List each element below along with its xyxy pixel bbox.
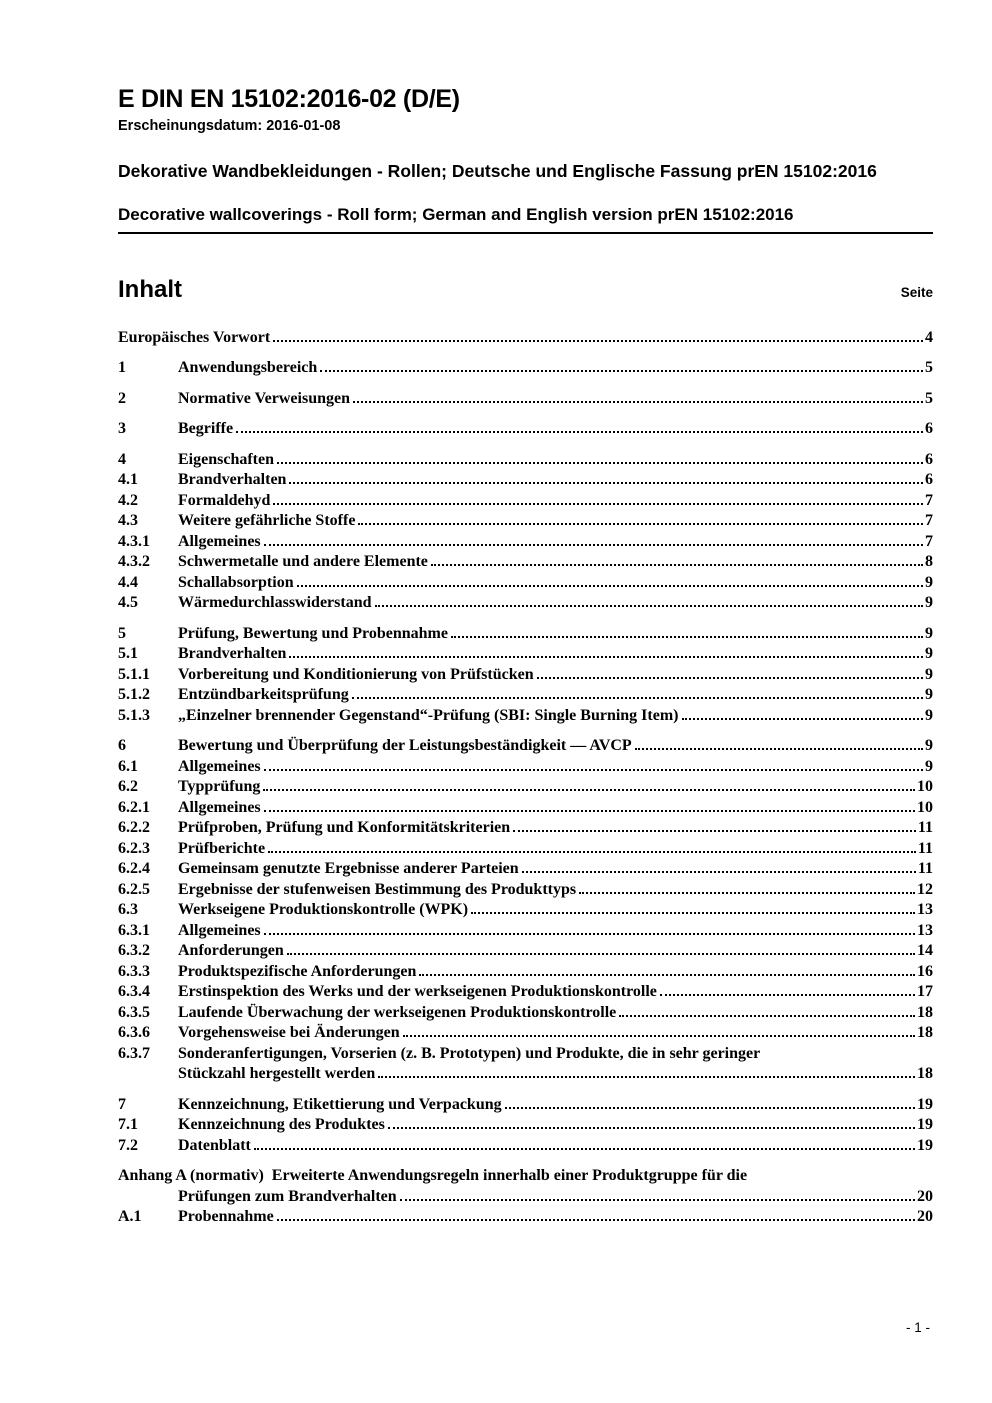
toc-entry-number: 4.5 — [118, 594, 138, 611]
toc-entry-number: 6.3.1 — [118, 921, 150, 939]
toc-entry-title: Datenblatt — [178, 1136, 251, 1154]
toc-entry-number: 6.1 — [118, 757, 138, 775]
toc-leader — [320, 368, 923, 372]
toc-leader — [400, 1197, 915, 1201]
toc-entry-title: Laufende Überwachung der werkseigenen Produktionskontrolle — [178, 1003, 617, 1021]
toc-entry-number: 4.1 — [118, 471, 138, 488]
toc-entry-number: 6.2.2 — [118, 819, 150, 836]
toc-row — [118, 511, 933, 532]
toc-entry-number: 6.3.5 — [118, 1003, 150, 1021]
toc-leader — [273, 338, 923, 342]
toc-entry-number: 5.1.2 — [118, 686, 150, 703]
toc-entry-number: 6.2.3 — [118, 839, 150, 857]
toc-page-number: 9 — [925, 737, 933, 754]
toc-leader — [451, 634, 923, 638]
toc-page-number: 6 — [925, 450, 933, 468]
english-title: Decorative wallcoverings - Roll form; German and English version prEN 15102:2016 — [118, 204, 794, 224]
toc-group — [118, 624, 933, 727]
toc-page-number: 13 — [917, 921, 933, 939]
toc-leader — [353, 399, 923, 403]
toc-group — [118, 328, 933, 349]
toc-entry-title: Prüfberichte — [178, 839, 266, 857]
toc-leader — [403, 1033, 915, 1037]
toc-entry-number: 5.1.1 — [118, 665, 150, 683]
toc-entry-title: Europäisches Vorwort — [118, 328, 271, 346]
toc-entry-number: Anhang A (normativ) — [118, 1167, 264, 1184]
toc-row — [118, 644, 933, 665]
toc-entry-title: „Einzelner brennender Gegenstand“-Prüfung (SBI: Single Burning Item) — [178, 706, 679, 724]
toc-leader — [635, 746, 923, 750]
release-date: Erscheinungsdatum: 2016-01-08 — [118, 117, 341, 134]
toc-leader — [268, 849, 916, 853]
toc-leader — [682, 716, 924, 720]
toc-leader — [358, 521, 923, 525]
toc-entry-number: 1 — [118, 359, 126, 376]
toc-entry-number: 6 — [118, 737, 126, 754]
toc-entry-number: 4.4 — [118, 573, 138, 591]
toc-entry-title: Schwermetalle und andere Elemente — [178, 553, 428, 570]
toc-row — [118, 1064, 933, 1085]
toc-entry-title: Stückzahl hergestellt werden — [178, 1065, 376, 1082]
toc-entry-number: 6.2.4 — [118, 860, 150, 877]
toc-page-number: 10 — [917, 798, 933, 816]
toc-entry-number: 4.3.2 — [118, 553, 150, 570]
document-number: E DIN EN 15102:2016-02 (D/E) — [118, 85, 460, 113]
toc-page-number: 19 — [917, 1136, 933, 1154]
toc-entry-number: 5.1 — [118, 645, 138, 662]
toc-row — [118, 1115, 933, 1136]
toc-entry-title: Wärmedurchlasswiderstand — [178, 594, 372, 611]
toc-page-number: 9 — [925, 665, 933, 683]
toc-entry-title: Anwendungsbereich — [178, 359, 318, 376]
toc-entry-title: Prüfungen zum Brandverhalten — [178, 1187, 397, 1205]
toc-leader — [431, 562, 923, 566]
toc-page-number: 12 — [917, 880, 933, 898]
toc-page-number: 11 — [917, 819, 933, 836]
toc-entry-number: 7.2 — [118, 1136, 138, 1154]
page-column-label: Seite — [900, 284, 933, 300]
toc-entry-title: Erstinspektion des Werks und der werkseigenen Produktionskontrolle — [178, 983, 657, 1000]
toc-row — [118, 1023, 933, 1044]
toc-leader — [254, 1146, 915, 1150]
toc-page-number: 10 — [917, 778, 933, 795]
toc-leader — [513, 828, 916, 832]
toc-page-number: 9 — [925, 706, 933, 724]
toc-entry-number: 6.2.5 — [118, 880, 150, 898]
toc-entry-number: 6.3.4 — [118, 983, 150, 1000]
toc-entry-title: Normative Verweisungen — [178, 389, 350, 407]
toc-leader — [277, 460, 923, 464]
toc-entry-number: 6.3 — [118, 901, 138, 918]
toc-leader — [419, 972, 915, 976]
toc-row — [118, 1136, 933, 1157]
toc-entry-title: Vorbereitung und Konditionierung von Prüfstücken — [178, 665, 534, 683]
toc-group — [118, 736, 933, 1085]
toc-row — [118, 839, 933, 860]
toc — [118, 328, 933, 1228]
toc-entry-title: Sonderanfertigungen, Vorserien (z. B. Prototypen) und Produkte, die in sehr geringer — [178, 1044, 761, 1062]
toc-row — [118, 859, 933, 880]
toc-leader — [264, 542, 923, 546]
toc-leader — [277, 1217, 915, 1221]
toc-leader — [579, 890, 915, 894]
toc-row — [118, 1003, 933, 1024]
toc-entry-title: Brandverhalten — [178, 471, 287, 488]
toc-group — [118, 1166, 933, 1228]
toc-row — [118, 736, 933, 757]
toc-heading-row — [118, 276, 933, 304]
toc-leader — [537, 675, 923, 679]
toc-row — [118, 757, 933, 778]
toc-row — [118, 593, 933, 614]
toc-page-number: 9 — [925, 686, 933, 703]
toc-page-number: 9 — [925, 594, 933, 611]
toc-entry-number: 4.3.1 — [118, 532, 150, 550]
toc-row — [118, 665, 933, 686]
toc-page-number: 6 — [925, 471, 933, 488]
toc-page-number: 19 — [917, 1116, 933, 1133]
toc-row — [118, 798, 933, 819]
toc-entry-number: 6.3.6 — [118, 1024, 150, 1041]
toc-entry-title: Eigenschaften — [178, 450, 274, 468]
toc-entry-title: Kennzeichnung des Produktes — [178, 1116, 385, 1133]
toc-row — [118, 419, 933, 440]
toc-entry-title: Allgemeines — [178, 798, 261, 816]
toc-page-number: 6 — [925, 420, 933, 437]
toc-entry-title: Erweiterte Anwendungsregeln innerhalb einer Produktgruppe für die — [271, 1167, 748, 1184]
toc-page-number: 8 — [925, 553, 933, 570]
toc-entry-title: Schallabsorption — [178, 573, 294, 591]
toc-entry-title: Gemeinsam genutzte Ergebnisse anderer Parteien — [178, 860, 519, 877]
toc-page-number: 4 — [925, 328, 933, 346]
toc-page-number: 9 — [925, 645, 933, 662]
toc-entry-number: 2 — [118, 389, 126, 407]
toc-entry-number: 4.3 — [118, 512, 138, 529]
toc-group — [118, 450, 933, 614]
toc-entry-number: 3 — [118, 420, 126, 437]
toc-row — [118, 880, 933, 901]
toc-leader — [375, 603, 924, 607]
toc-row — [118, 328, 933, 349]
toc-entry-title: Formaldehyd — [178, 491, 271, 509]
toc-leader — [505, 1105, 915, 1109]
toc-entry-title: Probennahme — [178, 1208, 274, 1225]
toc-row — [118, 358, 933, 379]
toc-entry-number: 4 — [118, 450, 126, 468]
toc-entry-title: Brandverhalten — [178, 645, 287, 662]
toc-entry-number: 6.3.3 — [118, 962, 150, 980]
toc-page-number: 7 — [925, 491, 933, 509]
toc-row — [118, 450, 933, 471]
toc-entry-number: 4.2 — [118, 491, 138, 509]
toc-page-number: 20 — [917, 1208, 933, 1225]
toc-row — [118, 1095, 933, 1116]
toc-row — [118, 685, 933, 706]
toc-entry-number: A.1 — [118, 1208, 142, 1225]
toc-page-number: 18 — [917, 1024, 933, 1041]
toc-group — [118, 1095, 933, 1157]
toc-entry-title: Vorgehensweise bei Änderungen — [178, 1024, 400, 1041]
toc-row — [118, 921, 933, 942]
toc-page-number: 13 — [917, 901, 933, 918]
toc-entry-title: Bewertung und Überprüfung der Leistungsbeständigkeit — AVCP — [178, 737, 632, 754]
toc-leader — [378, 1074, 915, 1078]
toc-page-number: 11 — [917, 839, 933, 857]
toc-page-number: 16 — [917, 962, 933, 980]
toc-entry-title: Werkseigene Produktionskontrolle (WPK) — [178, 901, 469, 918]
toc-entry-number: 5.1.3 — [118, 706, 150, 724]
toc-entry-title: Allgemeines — [178, 921, 261, 939]
toc-page-number: 20 — [917, 1187, 933, 1205]
toc-leader — [352, 695, 923, 699]
toc-page-number: 18 — [917, 1065, 933, 1082]
toc-row — [118, 962, 933, 983]
toc-entry-number: 6.3.7 — [118, 1044, 150, 1062]
toc-group — [118, 389, 933, 410]
toc-leader — [522, 869, 916, 873]
toc-entry-number: 6.2 — [118, 778, 138, 795]
toc-row — [118, 389, 933, 410]
toc-leader — [297, 583, 923, 587]
toc-row — [118, 900, 933, 921]
page-number-footer: - 1 - — [905, 1320, 930, 1335]
toc-page-number: 11 — [917, 860, 933, 877]
toc-leader — [471, 910, 915, 914]
toc-page-number: 18 — [917, 1003, 933, 1021]
toc-entry-number: 6.3.2 — [118, 942, 150, 959]
toc-entry-title: Anforderungen — [178, 942, 284, 959]
toc-row — [118, 552, 933, 573]
toc-row — [118, 470, 933, 491]
toc-leader — [619, 1013, 915, 1017]
toc-row — [118, 982, 933, 1003]
toc-entry-title: Prüfproben, Prüfung und Konformitätskriterien — [178, 819, 511, 836]
english-title-block — [118, 204, 933, 234]
toc-page-number: 17 — [917, 983, 933, 1000]
toc-row — [118, 573, 933, 594]
toc-entry-title: Ergebnisse der stufenweisen Bestimmung des Produkttyps — [178, 880, 577, 898]
german-title: Dekorative Wandbekleidungen - Rollen; Deutsche und Englische Fassung prEN 15102:2016 — [118, 160, 877, 181]
toc-leader — [273, 501, 923, 505]
toc-group — [118, 419, 933, 440]
toc-entry-title: Begriffe — [178, 420, 234, 437]
toc-page-number: 7 — [925, 532, 933, 550]
toc-leader — [388, 1125, 915, 1129]
toc-leader — [660, 992, 915, 996]
toc-leader — [289, 654, 923, 658]
toc-entry-title: Kennzeichnung, Etikettierung und Verpackung — [178, 1095, 502, 1113]
toc-entry-title: Produktspezifische Anforderungen — [178, 962, 417, 980]
toc-entry-number: 6.2.1 — [118, 798, 150, 816]
toc-leader — [264, 767, 923, 771]
toc-row — [118, 1187, 933, 1208]
toc-row — [118, 818, 933, 839]
toc-page-number: 9 — [925, 624, 933, 642]
toc-page-number: 7 — [925, 512, 933, 529]
toc-row — [118, 532, 933, 553]
toc-leader — [263, 787, 915, 791]
toc-leader — [236, 429, 923, 433]
toc-entry-title: Weitere gefährliche Stoffe — [178, 512, 356, 529]
toc-group — [118, 358, 933, 379]
toc-entry-number: 7.1 — [118, 1116, 138, 1133]
toc-row — [118, 1044, 933, 1065]
toc-entry-title: Entzündbarkeitsprüfung — [178, 686, 349, 703]
toc-row — [118, 491, 933, 512]
toc-row — [118, 777, 933, 798]
toc-entry-title: Allgemeines — [178, 532, 261, 550]
toc-row — [118, 941, 933, 962]
toc-row — [118, 1166, 933, 1187]
toc-page-number: 5 — [925, 389, 933, 407]
toc-heading: Inhalt — [118, 275, 182, 303]
toc-entry-title: Allgemeines — [178, 757, 261, 775]
document-content — [118, 0, 933, 1228]
toc-leader — [264, 808, 915, 812]
toc-leader — [287, 951, 915, 955]
toc-entry-title: Typprüfung — [178, 778, 261, 795]
toc-page-number: 5 — [925, 359, 933, 376]
toc-row — [118, 706, 933, 727]
toc-row — [118, 1207, 933, 1228]
toc-page-number: 14 — [917, 942, 933, 959]
toc-page-number: 19 — [917, 1095, 933, 1113]
toc-row — [118, 624, 933, 645]
toc-leader — [289, 480, 923, 484]
toc-leader — [264, 931, 915, 935]
toc-entry-number: 7 — [118, 1095, 126, 1113]
toc-entry-title: Prüfung, Bewertung und Probennahme — [178, 624, 448, 642]
toc-entry-number: 5 — [118, 624, 126, 642]
toc-page-number: 9 — [925, 757, 933, 775]
toc-page-number: 9 — [925, 573, 933, 591]
